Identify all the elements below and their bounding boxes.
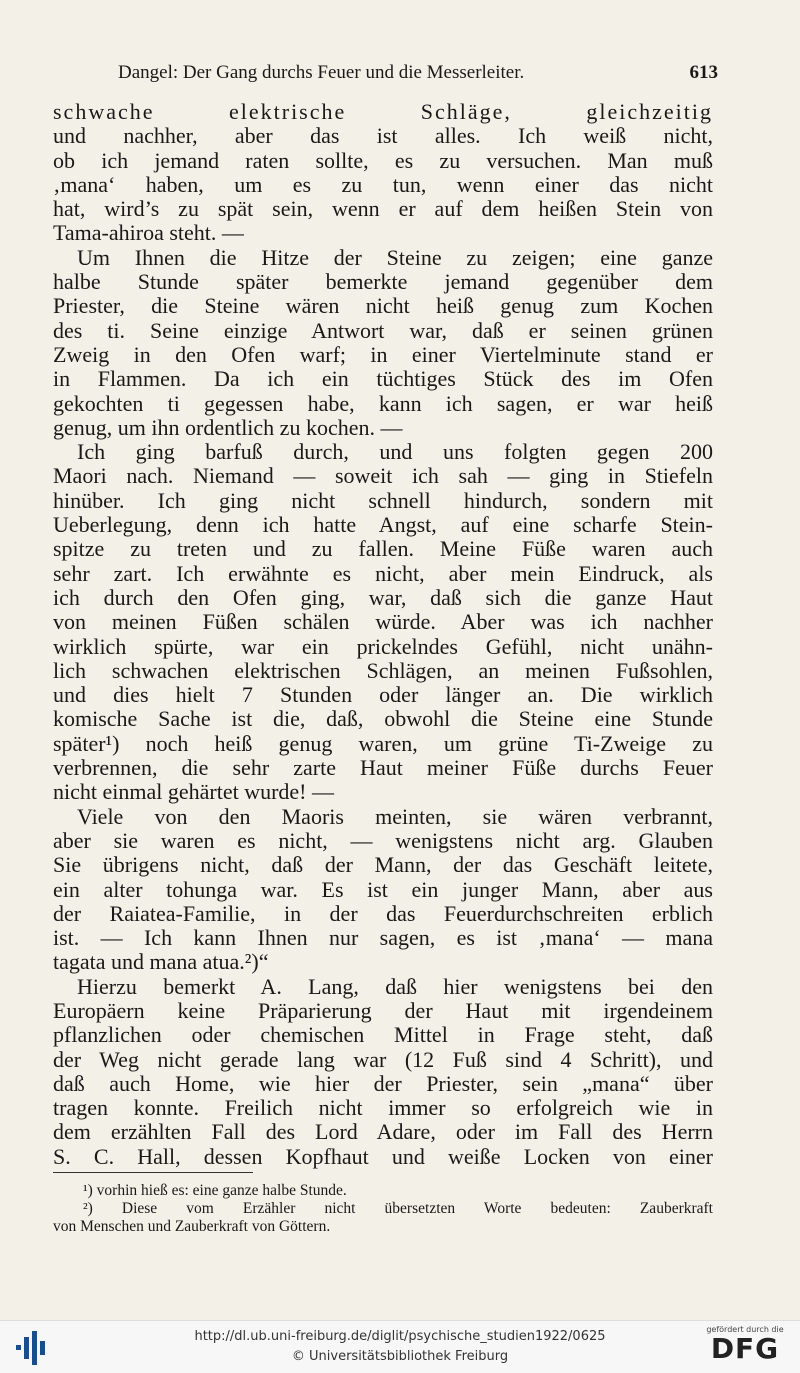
text-line: hinüber. Ich ging nicht schnell hindurch, sondern mit bbox=[53, 488, 713, 513]
text-line: Zweig in den Ofen warf; in einer Viertelminute stand er bbox=[53, 342, 713, 367]
text-line: sehr zart. Ich erwähnte es nicht, aber mein Eindruck, als bbox=[53, 561, 713, 586]
text-line: Maori nach. Niemand — soweit ich sah — ging in Stiefeln bbox=[53, 464, 713, 489]
text-line: ‚mana‘ haben, um es zu tun, wenn einer das nicht bbox=[53, 172, 713, 197]
text-line: tragen konnte. Freilich nicht immer so erfolgreich wie in bbox=[53, 1096, 713, 1121]
text-line: tagata und mana atua.²)“ bbox=[53, 950, 269, 975]
footnote-rule bbox=[53, 1172, 253, 1173]
text-line: gekochten ti gegessen habe, kann ich sagen, er war heiß bbox=[53, 391, 713, 416]
text-line: später¹) noch heiß genug waren, um grüne Ti-Zweige zu bbox=[53, 731, 713, 756]
text-line: Ueberlegung, denn ich hatte Angst, auf eine scharfe Stein- bbox=[53, 513, 713, 538]
text-line: Priester, die Steine wären nicht heiß genug zum Kochen bbox=[53, 294, 713, 319]
footnote-2: ²) Diese vom Erzähler nicht übersetzten Worte bedeuten: Zauberkraft bbox=[83, 1200, 713, 1217]
text-line: hat, wird’s zu spät sein, wenn er auf dem heißen Stein von bbox=[53, 197, 713, 222]
text-line: komische Sache ist die, daß, obwohl die Steine eine Stunde bbox=[53, 707, 713, 732]
text-line: und nachher, aber das ist alles. Ich weiß nicht, bbox=[53, 124, 713, 149]
page-number: 613 bbox=[689, 62, 718, 83]
text-line: ein alter tohunga war. Es ist ein junger Mann, aber aus bbox=[53, 877, 713, 902]
text-line: Um Ihnen die Hitze der Steine zu zeigen; eine ganze bbox=[77, 245, 713, 270]
text-line: Sie übrigens nicht, daß der Mann, der das Geschäft leitete, bbox=[53, 853, 713, 878]
text-line: wirklich spürte, war ein prickelndes Gefühl, nicht unähn- bbox=[53, 634, 713, 659]
text-line: des ti. Seine einzige Antwort war, daß er seinen grünen bbox=[53, 318, 713, 343]
text-line: verbrennen, die sehr zarte Haut meiner Füße durchs Feuer bbox=[53, 756, 713, 781]
text-line: pflanzlichen oder chemischen Mittel in Frage steht, daß bbox=[53, 1023, 713, 1048]
text-line: und dies hielt 7 Stunden oder länger an. Die wirklich bbox=[53, 683, 713, 708]
text-line: ob ich jemand raten sollte, es zu versuchen. Man muß bbox=[53, 148, 713, 173]
text-line: lich schwachen elektrischen Schlägen, an meinen Fußsohlen, bbox=[53, 658, 713, 683]
body-text bbox=[53, 100, 713, 1169]
running-title: Dangel: Der Gang durchs Feuer und die Messerleiter. bbox=[118, 62, 525, 83]
dfg-caption: gefördert durch die bbox=[706, 1325, 784, 1334]
text-line: S. C. Hall, dessen Kopfhaut und weiße Locken von einer bbox=[53, 1144, 713, 1169]
text-line: dem erzählten Fall des Lord Adare, oder im Fall des Herrn bbox=[53, 1120, 713, 1145]
text-line: ich durch den Ofen ging, war, daß sich die ganze Haut bbox=[53, 585, 713, 610]
text-line: genug, um ihn ordentlich zu kochen. — bbox=[53, 415, 403, 440]
footnotes bbox=[53, 1182, 713, 1236]
text-line: Hierzu bemerkt A. Lang, daß hier wenigstens bei den bbox=[77, 974, 713, 999]
text-line: Ich ging barfuß durch, und uns folgten gegen 200 bbox=[77, 440, 713, 465]
text-line: nicht einmal gehärtet wurde! — bbox=[53, 780, 335, 805]
text-line: daß auch Home, wie hier der Priester, sein „mana“ über bbox=[53, 1071, 713, 1096]
text-line: halbe Stunde später bemerkte jemand gegenüber dem bbox=[53, 270, 713, 295]
text-line: von meinen Füßen schälen würde. Aber was ich nachher bbox=[53, 610, 713, 635]
dfg-badge[interactable] bbox=[700, 1325, 790, 1364]
running-header bbox=[118, 62, 718, 88]
permalink-url[interactable]: http://dl.ub.uni-freiburg.de/diglit/psychische_studien1922/0625 bbox=[194, 1329, 606, 1344]
dfg-logo-icon: DFG bbox=[710, 1332, 780, 1365]
text-line: spitze zu treten und zu fallen. Meine Füße waren auch bbox=[53, 537, 713, 562]
text-line: schwache elektrische Schläge, gleichzeitig bbox=[53, 100, 713, 124]
text-line: der Raiatea-Familie, in der das Feuerdurchschreiten erblich bbox=[53, 901, 713, 926]
copyright-notice: © Universitätsbibliothek Freiburg bbox=[291, 1349, 509, 1364]
text-line: Viele von den Maoris meinten, sie wären verbrannt, bbox=[77, 804, 713, 829]
text-line: in Flammen. Da ich ein tüchtiges Stück des im Ofen bbox=[53, 367, 713, 392]
text-line: Europäern keine Präparierung der Haut mit irgendeinem bbox=[53, 998, 713, 1023]
footnote-1: ¹) vorhin hieß es: eine ganze halbe Stunde. bbox=[83, 1182, 347, 1199]
viewer-footer bbox=[0, 1320, 800, 1373]
text-line: ist. — Ich kann Ihnen nur sagen, es ist ‚mana‘ — mana bbox=[53, 926, 713, 951]
text-line: aber sie waren es nicht, — wenigstens nicht arg. Glauben bbox=[53, 828, 713, 853]
footnote-2-continued: von Menschen und Zauberkraft von Göttern. bbox=[53, 1218, 331, 1235]
text-line: der Weg nicht gerade lang war (12 Fuß sind 4 Schritt), und bbox=[53, 1047, 713, 1072]
text-line: Tama-ahiroa steht. — bbox=[53, 221, 244, 246]
